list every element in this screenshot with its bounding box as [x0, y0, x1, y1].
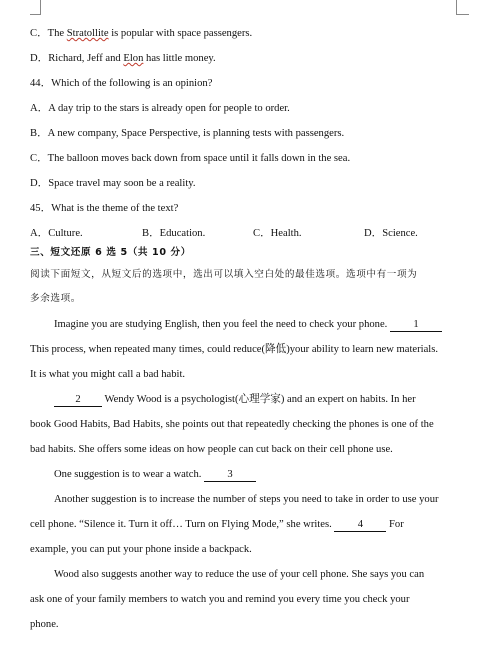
paragraph-4-line-2 — [30, 518, 404, 532]
paragraph-4-line-3: example, you can put your phone inside a backpack. — [30, 544, 252, 555]
p4-text-pre: cell phone. “Silence it. Turn it off… Turn on Flying Mode,” she writes. — [30, 519, 332, 530]
page-corner-mark-right — [456, 0, 469, 15]
blank-1: 1 — [390, 319, 442, 332]
blank-3: 3 — [204, 469, 256, 482]
q45-option-a: A．Culture. — [30, 228, 83, 239]
paragraph-2-line-2: book Good Habits, Bad Habits, she points out that repeatedly checking the phones is one of the — [30, 419, 434, 430]
q44-option-d: D．Space travel may soon be a reality. — [30, 178, 196, 189]
q43d-text-post: has little money. — [143, 53, 216, 64]
paragraph-2-line-3: bad habits. She offers some ideas on how people can cut back on their cell phone use. — [30, 444, 393, 455]
paragraph-5-line-2: ask one of your family members to watch you and remind you every time you check your — [30, 594, 410, 605]
paragraph-1-line-3: It is what you might call a bad habit. — [30, 369, 186, 380]
paragraph-5-line-3: phone. — [30, 619, 59, 630]
p1-text: Imagine you are studying English, then you feel the need to check your phone. — [54, 319, 388, 330]
p4-text-post: For — [389, 519, 404, 530]
q45-option-b: B．Education. — [142, 228, 206, 239]
q45-option-d: D．Science. — [364, 228, 418, 239]
paragraph-1-line-2: This process, when repeated many times, could reduce(降低)your ability to learn new materials. — [30, 344, 439, 355]
paragraph-1-line-1 — [54, 318, 442, 332]
q45-stem: 45．What is the theme of the text? — [30, 203, 179, 214]
q43c-text-pre: C．The — [30, 28, 67, 39]
page-corner-mark-left — [30, 0, 41, 15]
p2-text: Wendy Wood is a psychologist(心理学家) and an expert on habits. In her — [104, 394, 416, 405]
paragraph-5-line-1: Wood also suggests another way to reduce the use of your cell phone. She says you can — [54, 569, 425, 580]
q44-stem: 44．Which of the following is an opinion? — [30, 78, 213, 89]
q44-option-a: A．A day trip to the stars is already open for people to order. — [30, 103, 290, 114]
q43c-text-post: is popular with space passengers. — [108, 28, 253, 39]
q44-option-b: B．A new company, Space Perspective, is planning tests with passengers. — [30, 128, 345, 139]
instructions-line-1: 阅读下面短文，从短文后的选项中，选出可以填入空白处的最佳选项。选项中有一项为 — [30, 269, 418, 280]
p3-text: One suggestion is to wear a watch. — [54, 469, 202, 480]
blank-2: 2 — [54, 394, 102, 407]
instructions-line-2: 多余选项。 — [30, 293, 81, 304]
paragraph-4-line-1: Another suggestion is to increase the number of steps you need to take in order to use your — [54, 494, 439, 505]
spellcheck-word-stratollite: Stratollite — [66, 28, 109, 39]
q43-option-d — [30, 52, 216, 66]
q44-option-c: C．The balloon moves back down from space until it falls down in the sea. — [30, 153, 351, 164]
paragraph-2-line-1 — [54, 393, 416, 407]
blank-4: 4 — [334, 519, 386, 532]
paragraph-3-line-1 — [54, 468, 256, 482]
q43-option-c — [30, 27, 252, 41]
section-title: 三、短文还原 6 选 5（共 10 分） — [30, 247, 191, 258]
q45-option-c: C．Health. — [253, 228, 302, 239]
spellcheck-word-elon: Elon — [123, 53, 144, 64]
q43d-text-pre: D．Richard, Jeff and — [30, 53, 124, 64]
